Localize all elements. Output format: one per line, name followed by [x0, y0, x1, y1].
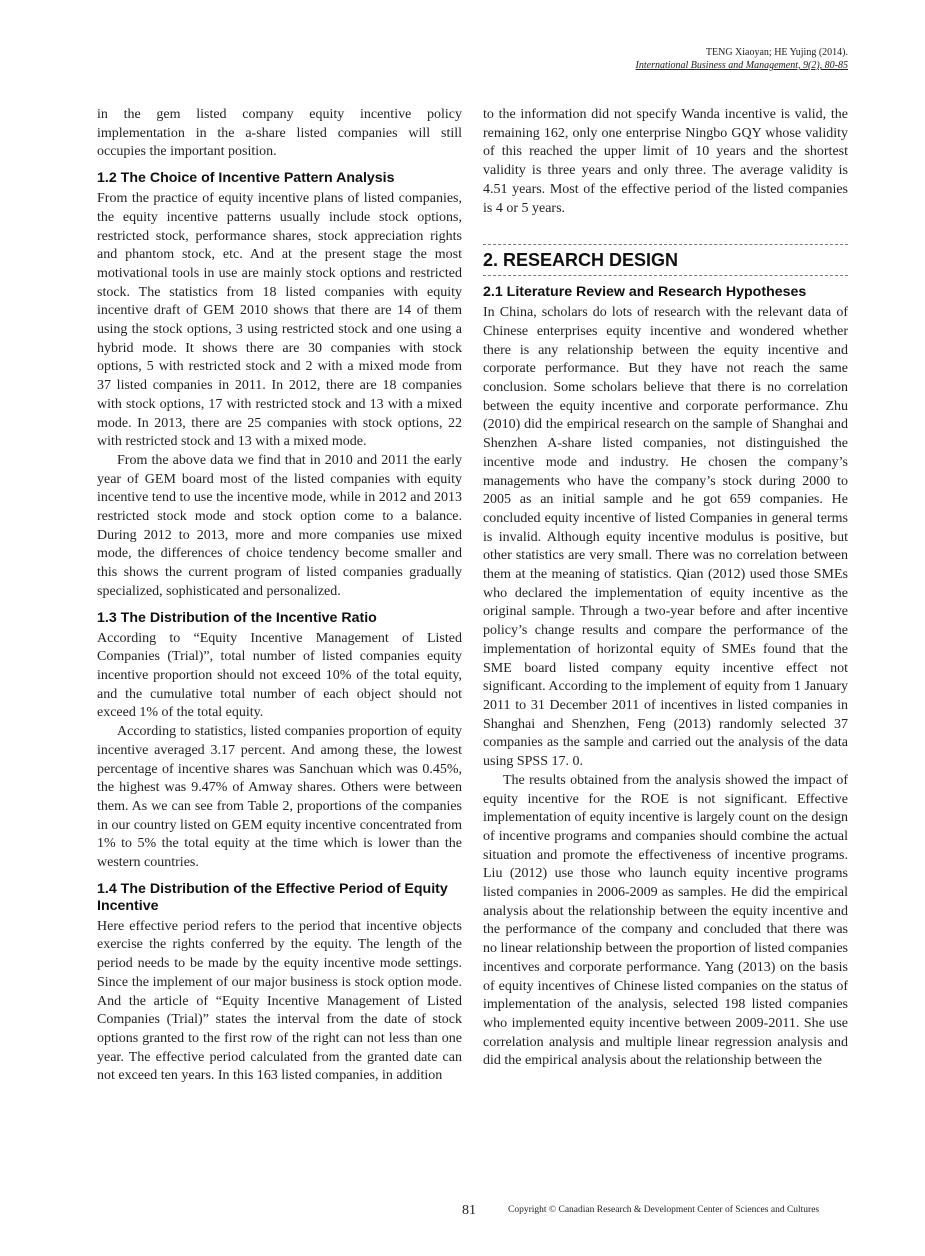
section-heading-1-3: 1.3 The Distribution of the Incentive Ratio — [97, 609, 377, 626]
paragraph: to the information did not specify Wanda incentive is valid, the remaining 162, only one enterprise Ningbo GQY whose validity of this reached the upper limit of 10 years and the shortest validity is three years and only three. The average validity is 4.51 years. Most of the effective period of the listed companies is 4 or 5 years. — [483, 107, 848, 216]
section-heading-2-1: 2.1 Literature Review and Research Hypotheses — [483, 284, 807, 301]
section-divider-bottom — [483, 275, 848, 276]
paragraph: In China, scholars do lots of research with the relevant data of Chinese enterprises equity incentive and wondered whether there is any relationship between the equity incentive and corporate performance. But they have not reach the same conclusion. Some scholars believe that there is no correlation between the equity incentive and corporate performance. Zhu (2010) did the empirical research on the sample of Shanghai and Shenzhen A-share listed companies, not distinguished the incentive mode and industry. He chosen the company’s managements who have the company’s stock during 2000 to 2005 as an initial sample and he got 659 companies. He concluded equity incentive of listed Companies in general terms is invalid. Although equity incentive modulus is positive, but other statistics are very small. There was no correlation between them at the meaning of statistics. Qian (2012) used those SMEs who declared the implementation of equity incentive as the original sample. Through a two-year before and after incentive policy’s change results and compare the performance of the implementation of horizontal equity of SMEs found that the SME board listed company equity incentive effect not significant. According to the implement of equity from 1 January 2011 to 31 December 2011 of incentives in listed companies in Shanghai and Shenzhen, Feng (2013) randomly selected 37 companies as the sample and carried out the analysis of the data using SPSS 17. 0. — [483, 305, 848, 770]
page-footer — [0, 1203, 925, 1223]
right-column — [483, 106, 848, 1071]
paragraph: in the gem listed company equity incentive policy implementation in the a-share listed companies will still occupies the important position. — [97, 107, 462, 160]
paragraph: According to “Equity Incentive Management of Listed Companies (Trial)”, total number of listed companies equity incentive proportion should not exceed 10% of the total equity, and the cumulative total number of each object should not exceed 1% of the total equity. — [97, 630, 462, 721]
paragraph: From the practice of equity incentive plans of listed companies, the equity incentive patterns usually include stock options, restricted stock, performance shares, stock appreciation rights and phantom stock, etc. And at the present stage the most motivational tools in use are mainly stock options and restricted stock. The statistics from 18 listed companies with equity incentive draft of GEM 2010 shows that there are 14 of them using the stock options, 3 using restricted stock and one using a hybrid mode. It shows there are 30 companies with stock options, 5 with restricted stock and 2 with a mixed mode from 37 listed companies in 2011. In 2012, there are 18 companies with stock options, 17 with restricted stock and 13 with a mixed mode. In 2013, there are 25 companies with stock options, 22 with restricted stock and 13 with a mixed mode. — [97, 191, 462, 450]
header-journal-link[interactable]: International Business and Management, 9(2), 80-85 — [635, 60, 848, 71]
section-heading-1-2: 1.2 The Choice of Incentive Pattern Analysis — [97, 170, 395, 187]
section-divider-top — [483, 244, 848, 245]
paragraph: The results obtained from the analysis showed the impact of equity incentive for the ROE is not significant. Effective implementation of equity incentive is largely count on the design of incentive programs and companies should combine the actual situation and promote the effectiveness of incentive programs. Liu (2012) use those who launch equity incentive programs listed companies in 2006-2009 as samples. He did the empirical analysis about the relationship between the equity incentive and the performance of the company and concluded that there was no linear relationship between the proportion of listed companies incentives and corporate performance. Yang (2013) on the basis of equity incentives of Chinese listed companies on the status of implementation of the analysis, selected 198 listed companies who implemented equity incentive between 2009-2011. She use correlation analysis and multiple linear regression analysis and did the empirical analysis about the relationship between the — [483, 772, 848, 1069]
page-number: 81 — [462, 1203, 476, 1218]
paragraph: Here effective period refers to the period that incentive objects exercise the rights conferred by the equity. The length of the period needs to be made by the equity incentive mode settings. Since the implement of our major business is stock option mode. And the article of “Equity Incentive Management of Listed Companies (Trial)” states the interval from the date of stock options granted to the first row of the right can not less than one year. The effective period calculated from the granted date can not exceed ten years. In this 163 listed companies, in addition — [97, 918, 462, 1084]
copyright-notice: Copyright © Canadian Research & Development Center of Sciences and Cultures — [508, 1205, 820, 1215]
header-authors: TENG Xiaoyan; HE Yujing (2014). — [705, 47, 848, 58]
running-header — [448, 46, 848, 72]
section-heading-1-4: 1.4 The Distribution of the Effective Period of Equity Incentive — [97, 880, 448, 914]
paragraph: According to statistics, listed companies proportion of equity incentive averaged 3.17 percent. And among these, the lowest percentage of incentive shares was Sanchuan which was 0.45%, the highest was 9.47% of Amway shares. Others were between them. As we can see from Table 2, proportions of the companies in our country listed on GEM equity incentive concentrated from 1% to 5% the total equity at the time which is lower than the western countries. — [97, 724, 462, 871]
paragraph: From the above data we find that in 2010 and 2011 the early year of GEM board most of the listed companies with equity incentive tend to use the incentive mode, while in 2012 and 2013 restricted stock mode and stock option come to a balance. During 2012 to 2013, more and more companies use mixed mode, the differences of choice tendency become smaller and this shows the current program of listed companies gradually specialized, sophisticated and personalized. — [97, 452, 462, 599]
section-heading-2: 2. RESEARCH DESIGN — [483, 250, 679, 271]
left-column — [97, 106, 462, 1086]
